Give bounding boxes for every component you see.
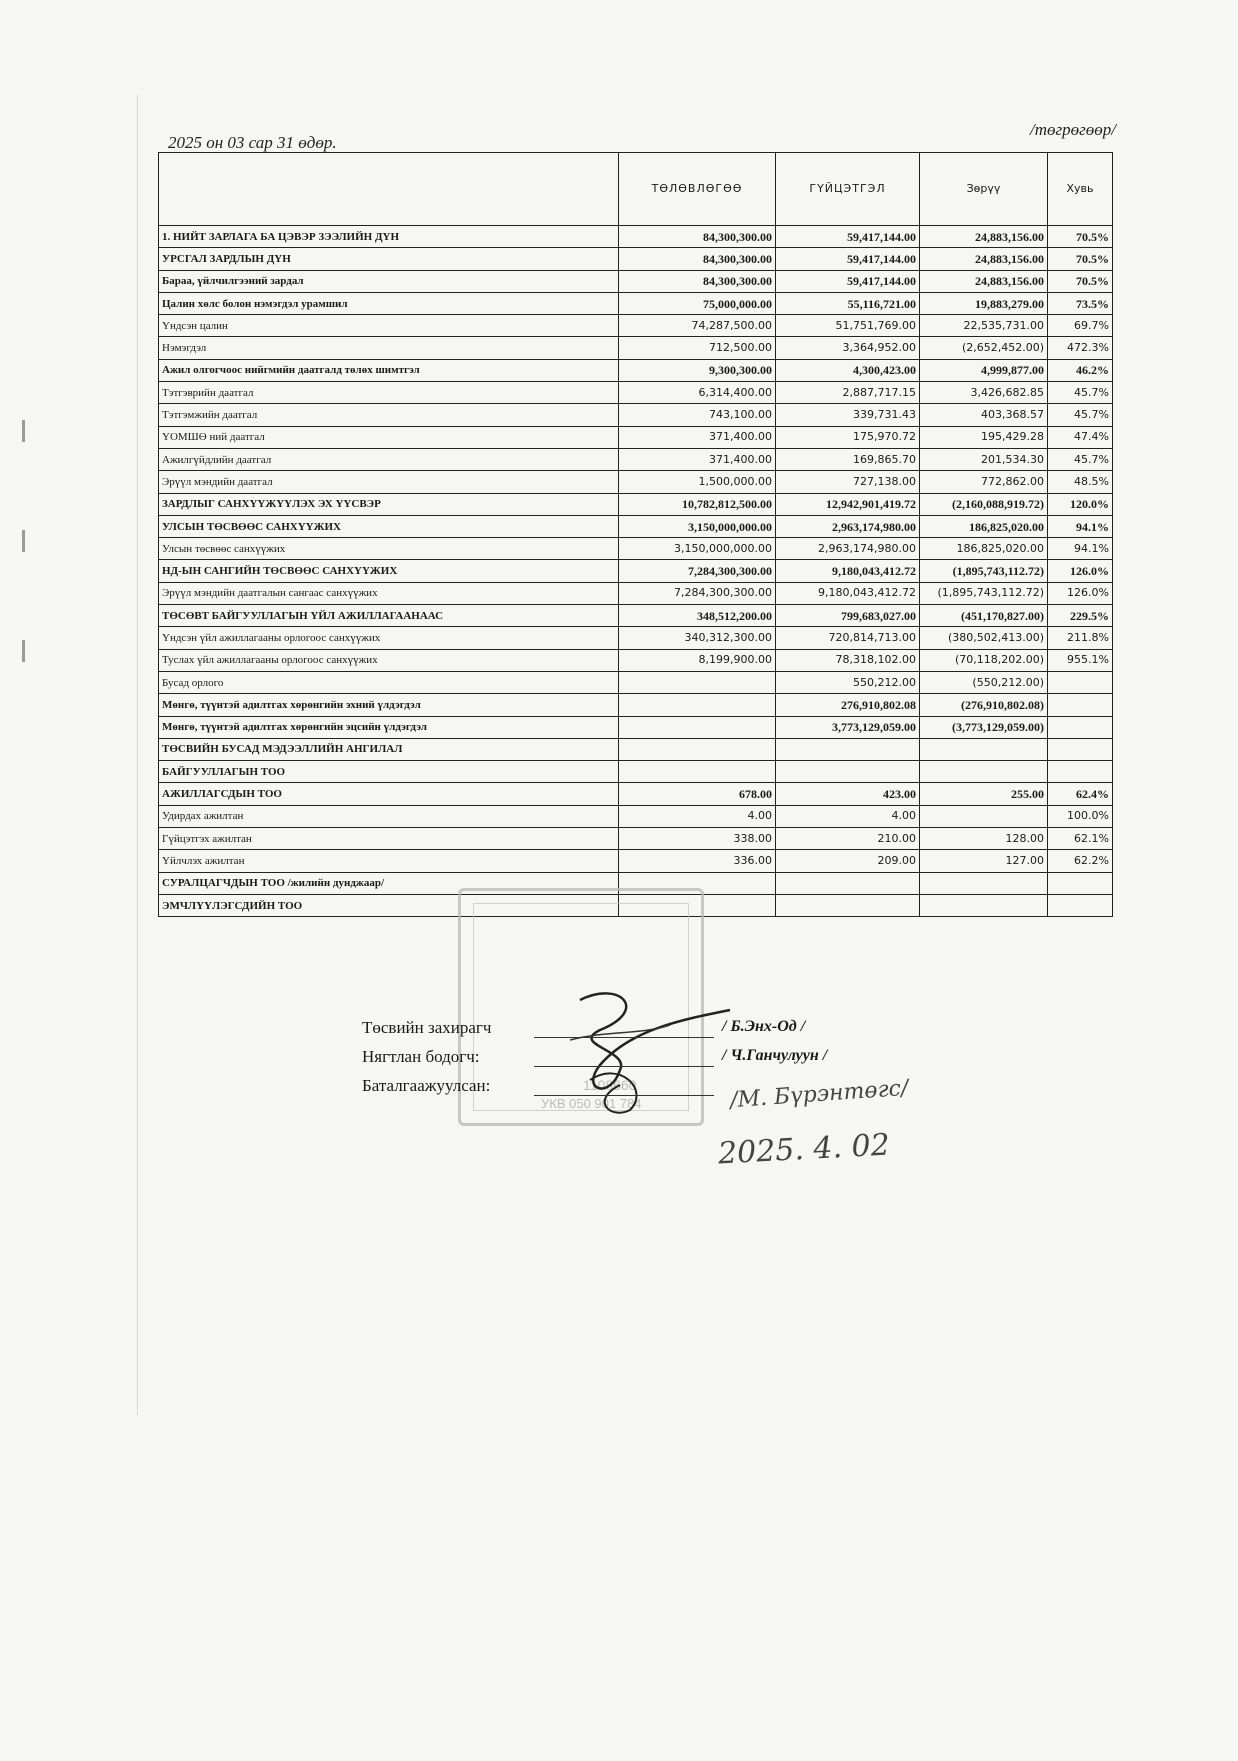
actual-value: 59,417,144.00 bbox=[776, 248, 920, 270]
difference-value: 4,999,877.00 bbox=[920, 359, 1048, 381]
signature-line bbox=[534, 1037, 714, 1038]
stamp-code-2: УКВ 050 901 784 bbox=[541, 1096, 642, 1111]
table-row bbox=[159, 426, 1113, 448]
signature-name: / Ч.Ганчулуун / bbox=[722, 1047, 828, 1064]
difference-value: 255.00 bbox=[920, 783, 1048, 805]
percent-value: 120.0% bbox=[1048, 493, 1113, 515]
difference-value: (2,652,452.00) bbox=[920, 337, 1048, 359]
difference-value: 19,883,279.00 bbox=[920, 292, 1048, 314]
percent-value: 45.7% bbox=[1048, 448, 1113, 470]
actual-value: 4,300,423.00 bbox=[776, 359, 920, 381]
currency-unit: /төгрөгөөр/ bbox=[1030, 120, 1116, 139]
plan-value: 4.00 bbox=[619, 805, 776, 827]
row-label: АЖИЛЛАГСДЫН ТОО bbox=[159, 783, 619, 805]
signature-row-manager bbox=[362, 1018, 922, 1047]
plan-value: 678.00 bbox=[619, 783, 776, 805]
report-date: 2025 он 03 сар 31 өдөр. bbox=[168, 133, 337, 152]
actual-value: 59,417,144.00 bbox=[776, 270, 920, 292]
actual-value bbox=[776, 761, 920, 783]
plan-value: 74,287,500.00 bbox=[619, 315, 776, 337]
table-row bbox=[159, 560, 1113, 582]
plan-value bbox=[619, 716, 776, 738]
difference-value: 24,883,156.00 bbox=[920, 248, 1048, 270]
percent-value: 955.1% bbox=[1048, 649, 1113, 671]
row-label: ТӨСӨВТ БАЙГУУЛЛАГЫН ҮЙЛ АЖИЛЛАГААНААС bbox=[159, 605, 619, 627]
header-label-cell bbox=[159, 153, 619, 226]
row-label: Удирдах ажилтан bbox=[159, 805, 619, 827]
row-label: Ажилгүйдлийн даатгал bbox=[159, 448, 619, 470]
percent-value: 229.5% bbox=[1048, 605, 1113, 627]
difference-value: 127.00 bbox=[920, 850, 1048, 872]
actual-value: 2,963,174,980.00 bbox=[776, 538, 920, 560]
difference-value bbox=[920, 738, 1048, 760]
table-row bbox=[159, 270, 1113, 292]
plan-value bbox=[619, 694, 776, 716]
actual-value: 2,887,717.15 bbox=[776, 382, 920, 404]
row-label: НД-ЫН САНГИЙН ТӨСВӨӨС САНХҮҮЖИХ bbox=[159, 560, 619, 582]
percent-value: 46.2% bbox=[1048, 359, 1113, 381]
plan-value: 8,199,900.00 bbox=[619, 649, 776, 671]
plan-value: 3,150,000,000.00 bbox=[619, 515, 776, 537]
signature-row-accountant bbox=[362, 1047, 922, 1076]
actual-value bbox=[776, 894, 920, 916]
header-actual: ГҮЙЦЭТГЭЛ bbox=[776, 153, 920, 226]
handwritten-verifier: /М. Бүрэнтөгс/ bbox=[729, 1075, 910, 1114]
difference-value: 24,883,156.00 bbox=[920, 270, 1048, 292]
actual-value: 9,180,043,412.72 bbox=[776, 582, 920, 604]
plan-value bbox=[619, 738, 776, 760]
row-label: Цалин хөлс болон нэмэгдэл урамшил bbox=[159, 292, 619, 314]
difference-value bbox=[920, 894, 1048, 916]
table-row bbox=[159, 337, 1113, 359]
actual-value: 210.00 bbox=[776, 828, 920, 850]
percent-value: 70.5% bbox=[1048, 226, 1113, 248]
difference-value bbox=[920, 761, 1048, 783]
percent-value bbox=[1048, 738, 1113, 760]
percent-value bbox=[1048, 761, 1113, 783]
percent-value: 62.2% bbox=[1048, 850, 1113, 872]
table-row bbox=[159, 805, 1113, 827]
signature-line bbox=[534, 1095, 714, 1096]
actual-value: 55,116,721.00 bbox=[776, 292, 920, 314]
table-row bbox=[159, 671, 1113, 693]
plan-value: 336.00 bbox=[619, 850, 776, 872]
difference-value: 403,368.57 bbox=[920, 404, 1048, 426]
actual-value: 727,138.00 bbox=[776, 471, 920, 493]
header-difference: Зөрүү bbox=[920, 153, 1048, 226]
percent-value: 70.5% bbox=[1048, 248, 1113, 270]
signature-title: Баталгаажуулсан: bbox=[362, 1076, 491, 1095]
percent-value: 62.1% bbox=[1048, 828, 1113, 850]
table-row bbox=[159, 359, 1113, 381]
difference-value: (2,160,088,919.72) bbox=[920, 493, 1048, 515]
plan-value: 712,500.00 bbox=[619, 337, 776, 359]
table-row bbox=[159, 248, 1113, 270]
table-header-row bbox=[159, 153, 1113, 226]
row-label: ТӨСВИЙН БУСАД МЭДЭЭЛЛИЙН АНГИЛАЛ bbox=[159, 738, 619, 760]
table-row bbox=[159, 761, 1113, 783]
header-percent: Хувь bbox=[1048, 153, 1113, 226]
row-label: УРСГАЛ ЗАРДЛЫН ДҮН bbox=[159, 248, 619, 270]
signature-title: Төсвийн захирагч bbox=[362, 1018, 492, 1037]
actual-value: 3,773,129,059.00 bbox=[776, 716, 920, 738]
actual-value: 169,865.70 bbox=[776, 448, 920, 470]
difference-value: 24,883,156.00 bbox=[920, 226, 1048, 248]
row-label: ҮОМШӨ ний даатгал bbox=[159, 426, 619, 448]
plan-value: 84,300,300.00 bbox=[619, 248, 776, 270]
plan-value: 3,150,000,000.00 bbox=[619, 538, 776, 560]
table-row bbox=[159, 716, 1113, 738]
row-label: Бусад орлого bbox=[159, 671, 619, 693]
row-label: Мөнгө, түүнтэй адилтгах хөрөнгийн эхний үлдэгдэл bbox=[159, 694, 619, 716]
table-row bbox=[159, 582, 1113, 604]
table-row bbox=[159, 515, 1113, 537]
table-row bbox=[159, 783, 1113, 805]
plan-value: 371,400.00 bbox=[619, 448, 776, 470]
row-label: Мөнгө, түүнтэй адилтгах хөрөнгийн эцсийн үлдэгдэл bbox=[159, 716, 619, 738]
difference-value: 128.00 bbox=[920, 828, 1048, 850]
actual-value: 12,942,901,419.72 bbox=[776, 493, 920, 515]
row-label: Ажил олгогчоос нийгмийн даатгалд төлөх шимтгэл bbox=[159, 359, 619, 381]
signature-title: Нягтлан бодогч: bbox=[362, 1047, 480, 1066]
actual-value bbox=[776, 872, 920, 894]
row-label: Нэмэгдэл bbox=[159, 337, 619, 359]
plan-value: 1,500,000.00 bbox=[619, 471, 776, 493]
percent-value: 70.5% bbox=[1048, 270, 1113, 292]
table-row bbox=[159, 292, 1113, 314]
plan-value: 10,782,812,500.00 bbox=[619, 493, 776, 515]
row-label: Гүйцэтгэх ажилтан bbox=[159, 828, 619, 850]
row-label: 1. НИЙТ ЗАРЛАГА БА ЦЭВЭР ЗЭЭЛИЙН ДҮН bbox=[159, 226, 619, 248]
actual-value: 276,910,802.08 bbox=[776, 694, 920, 716]
plan-value: 9,300,300.00 bbox=[619, 359, 776, 381]
percent-value bbox=[1048, 716, 1113, 738]
row-label: ЗАРДЛЫГ САНХҮҮЖҮҮЛЭХ ЭХ ҮҮСВЭР bbox=[159, 493, 619, 515]
table-row bbox=[159, 627, 1113, 649]
percent-value: 472.3% bbox=[1048, 337, 1113, 359]
difference-value: 772,862.00 bbox=[920, 471, 1048, 493]
plan-value: 75,000,000.00 bbox=[619, 292, 776, 314]
table-row bbox=[159, 448, 1113, 470]
row-label: Туслах үйл ажиллагааны орлогоос санхүүжих bbox=[159, 649, 619, 671]
row-label: Бараа, үйлчилгээний зардал bbox=[159, 270, 619, 292]
plan-value: 84,300,300.00 bbox=[619, 226, 776, 248]
percent-value bbox=[1048, 894, 1113, 916]
binder-hole bbox=[22, 640, 25, 662]
signature-line bbox=[534, 1066, 714, 1067]
plan-value bbox=[619, 761, 776, 783]
actual-value bbox=[776, 738, 920, 760]
plan-value: 348,512,200.00 bbox=[619, 605, 776, 627]
row-label: Тэтгэмжийн даатгал bbox=[159, 404, 619, 426]
difference-value: 201,534.30 bbox=[920, 448, 1048, 470]
plan-value: 7,284,300,300.00 bbox=[619, 582, 776, 604]
actual-value: 209.00 bbox=[776, 850, 920, 872]
percent-value bbox=[1048, 694, 1113, 716]
table-row bbox=[159, 226, 1113, 248]
table-row bbox=[159, 315, 1113, 337]
row-label: УЛСЫН ТӨСВӨӨС САНХҮҮЖИХ bbox=[159, 515, 619, 537]
table-body bbox=[159, 226, 1113, 917]
row-label: СУРАЛЦАГЧДЫН ТОО /жилийн дунджаар/ bbox=[159, 872, 619, 894]
row-label: Улсын төсвөөс санхүүжих bbox=[159, 538, 619, 560]
percent-value: 126.0% bbox=[1048, 560, 1113, 582]
header-plan: ТӨЛӨВЛӨГӨӨ bbox=[619, 153, 776, 226]
handwritten-date: 2025. 4. 02 bbox=[717, 1127, 891, 1172]
row-label: Тэтгэврийн даатгал bbox=[159, 382, 619, 404]
table-row bbox=[159, 850, 1113, 872]
difference-value: (550,212.00) bbox=[920, 671, 1048, 693]
actual-value: 59,417,144.00 bbox=[776, 226, 920, 248]
row-label: Үндсэн үйл ажиллагааны орлогоос санхүүжих bbox=[159, 627, 619, 649]
percent-value: 100.0% bbox=[1048, 805, 1113, 827]
binder-hole bbox=[22, 530, 25, 552]
difference-value: (451,170,827.00) bbox=[920, 605, 1048, 627]
plan-value: 743,100.00 bbox=[619, 404, 776, 426]
actual-value: 175,970.72 bbox=[776, 426, 920, 448]
difference-value: 186,825,020.00 bbox=[920, 515, 1048, 537]
actual-value: 4.00 bbox=[776, 805, 920, 827]
stamp-code-1: 1108660 bbox=[583, 1077, 637, 1093]
difference-value bbox=[920, 872, 1048, 894]
row-label: ЭМЧЛҮҮЛЭГСДИЙН ТОО bbox=[159, 894, 619, 916]
table-row bbox=[159, 538, 1113, 560]
plan-value bbox=[619, 671, 776, 693]
percent-value: 47.4% bbox=[1048, 426, 1113, 448]
percent-value: 45.7% bbox=[1048, 382, 1113, 404]
plan-value: 7,284,300,300.00 bbox=[619, 560, 776, 582]
difference-value: 22,535,731.00 bbox=[920, 315, 1048, 337]
table-row bbox=[159, 694, 1113, 716]
row-label: БАЙГУУЛЛАГЫН ТОО bbox=[159, 761, 619, 783]
table-row bbox=[159, 605, 1113, 627]
difference-value: (1,895,743,112.72) bbox=[920, 560, 1048, 582]
actual-value: 720,814,713.00 bbox=[776, 627, 920, 649]
percent-value: 126.0% bbox=[1048, 582, 1113, 604]
actual-value: 339,731.43 bbox=[776, 404, 920, 426]
table-row bbox=[159, 828, 1113, 850]
plan-value: 340,312,300.00 bbox=[619, 627, 776, 649]
row-label: Үндсэн цалин bbox=[159, 315, 619, 337]
percent-value: 94.1% bbox=[1048, 538, 1113, 560]
actual-value: 550,212.00 bbox=[776, 671, 920, 693]
percent-value: 94.1% bbox=[1048, 515, 1113, 537]
difference-value: (276,910,802.08) bbox=[920, 694, 1048, 716]
plan-value: 338.00 bbox=[619, 828, 776, 850]
difference-value: (380,502,413.00) bbox=[920, 627, 1048, 649]
actual-value: 2,963,174,980.00 bbox=[776, 515, 920, 537]
page-edge bbox=[137, 95, 138, 1415]
difference-value: 186,825,020.00 bbox=[920, 538, 1048, 560]
percent-value bbox=[1048, 671, 1113, 693]
percent-value: 69.7% bbox=[1048, 315, 1113, 337]
actual-value: 51,751,769.00 bbox=[776, 315, 920, 337]
difference-value: 3,426,682.85 bbox=[920, 382, 1048, 404]
percent-value: 48.5% bbox=[1048, 471, 1113, 493]
percent-value: 62.4% bbox=[1048, 783, 1113, 805]
difference-value bbox=[920, 805, 1048, 827]
plan-value: 84,300,300.00 bbox=[619, 270, 776, 292]
percent-value: 45.7% bbox=[1048, 404, 1113, 426]
table-row bbox=[159, 738, 1113, 760]
signature-name: / Б.Энх-Од / bbox=[722, 1018, 806, 1035]
binder-hole bbox=[22, 420, 25, 442]
actual-value: 78,318,102.00 bbox=[776, 649, 920, 671]
table-row bbox=[159, 471, 1113, 493]
actual-value: 9,180,043,412.72 bbox=[776, 560, 920, 582]
budget-table bbox=[158, 152, 1113, 917]
actual-value: 423.00 bbox=[776, 783, 920, 805]
difference-value: (1,895,743,112.72) bbox=[920, 582, 1048, 604]
table-row bbox=[159, 404, 1113, 426]
percent-value: 211.8% bbox=[1048, 627, 1113, 649]
difference-value: (70,118,202.00) bbox=[920, 649, 1048, 671]
plan-value: 6,314,400.00 bbox=[619, 382, 776, 404]
row-label: Үйлчлэх ажилтан bbox=[159, 850, 619, 872]
plan-value: 371,400.00 bbox=[619, 426, 776, 448]
table-row bbox=[159, 649, 1113, 671]
difference-value: 195,429.28 bbox=[920, 426, 1048, 448]
actual-value: 799,683,027.00 bbox=[776, 605, 920, 627]
table-row bbox=[159, 493, 1113, 515]
actual-value: 3,364,952.00 bbox=[776, 337, 920, 359]
difference-value: (3,773,129,059.00) bbox=[920, 716, 1048, 738]
percent-value: 73.5% bbox=[1048, 292, 1113, 314]
row-label: Эрүүл мэндийн даатгал bbox=[159, 471, 619, 493]
row-label: Эрүүл мэндийн даатгалын сангаас санхүүжих bbox=[159, 582, 619, 604]
percent-value bbox=[1048, 872, 1113, 894]
table-row bbox=[159, 382, 1113, 404]
